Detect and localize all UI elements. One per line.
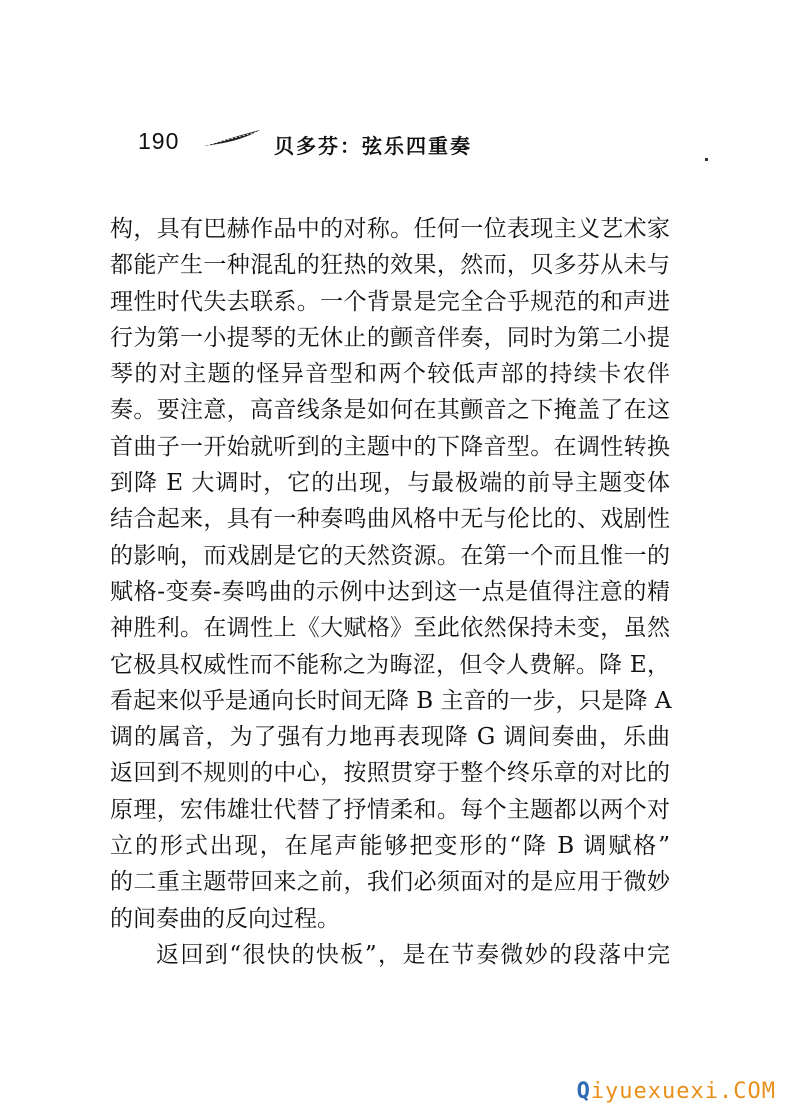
text-line: 到降 E 大调时，它的出现，与最极端的前导主题变体: [110, 470, 670, 497]
text-line: 的间奏曲的反向过程。: [110, 905, 340, 932]
page-number: 190: [138, 128, 180, 154]
text-line: 理性时代失去联系。一个背景是完全合乎规范的和声进: [110, 288, 670, 315]
text-line: 它极具权威性而不能称之为晦涩，但令人费解。降 E，: [110, 651, 670, 678]
text-line: 奏。要注意，高音线条是如何在其颤音之下掩盖了在这: [110, 397, 670, 424]
scan-speck: [705, 158, 708, 161]
text-line: 行为第一小提琴的无休止的颤音伴奏，同时为第二小提: [110, 324, 670, 351]
watermark-logo-letter: Q: [576, 1079, 591, 1104]
body-text: [110, 211, 670, 973]
page-header: [138, 124, 698, 158]
text-line: 赋格-变奏-奏鸣曲的示例中达到这一点是值得注意的精: [110, 578, 670, 605]
text-line: 的二重主题带回来之前，我们必须面对的是应用于微妙: [110, 869, 670, 896]
text-line: 看起来似乎是通向长时间无降 B 主音的一步，只是降 A: [110, 687, 672, 714]
text-line: 原理，宏伟雄壮代替了抒情柔和。每个主题都以两个对: [110, 796, 670, 823]
text-line: 的影响，而戏剧是它的天然资源。在第一个而且惟一的: [110, 542, 670, 569]
text-line: 返回到不规则的中心，按照贯穿于整个终乐章的对比的: [110, 760, 670, 787]
watermark-text: iyuexuexi.COM: [590, 1079, 776, 1104]
text-line: 调的属音，为了强有力地再表现降 G 调间奏曲，乐曲: [110, 724, 670, 751]
text-line: 结合起来，具有一种奏鸣曲风格中无与伦比的、戏剧性: [110, 506, 670, 533]
text-line: 神胜利。在调性上《大赋格》至此依然保持未变，虽然: [110, 615, 670, 642]
feather-ornament-icon: [202, 128, 262, 150]
site-watermark: [577, 1079, 776, 1104]
text-line: 构，具有巴赫作品中的对称。任何一位表现主义艺术家: [110, 216, 670, 242]
text-line: 立的形式出现，在尾声能够把变形的“降 B 调赋格”: [110, 833, 670, 860]
text-line: 都能产生一种混乱的狂热的效果，然而，贝多芬从未与: [110, 252, 670, 279]
text-line: 琴的对主题的怪异音型和两个较低声部的持续卡农伴: [110, 361, 670, 388]
running-title: 贝多芬：弦乐四重奏: [274, 134, 472, 158]
text-line: 首曲子一开始就听到的主题中的下降音型。在调性转换: [110, 433, 670, 460]
paragraph-start-line: 返回到“很快的快板”，是在节奏微妙的段落中完: [156, 941, 670, 968]
